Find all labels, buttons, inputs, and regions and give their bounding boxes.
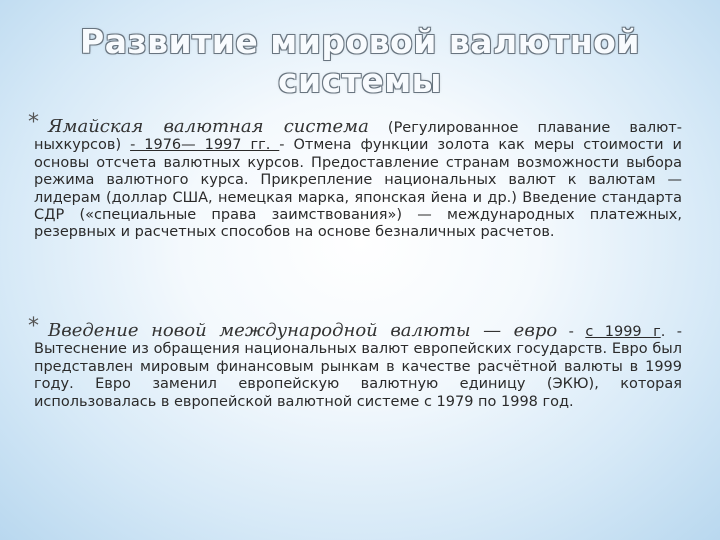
bullet-body: . - Вытеснение из обращения национальных валют европейских государств. Евро был представлен мировым финансовым рынкам в качестве расчётной валюты в 1999 году. Евро заменил европейскую валютную единицу (ЭКЮ), которая использовалась в европейской валютной системе с 1979 по 1998 год. [34,324,683,410]
bullet-lead-rest: (Регулированное плавание валют-ныхкурсов) [34,120,682,154]
bullet-euro [28,314,683,411]
bullet-body: - Отмена функции золота как меры стоимости и основы отсчета валютных курсов. Предоставление странам возможности выбора режима валютного курса. Прикрепление национальных валют к валютам — лидерам (доллар США, немецкая марка, японская йена и др.) Введение стандарта СДР («специальные права заимствования») — международных платежных, резервных и расчетных способов на основе безналичных расчетов. [34,137,682,241]
bullet-jamaican-system [28,110,682,242]
bullet-dates: с 1999 г [585,324,661,340]
bullet-lead: Ямайская валютная система [48,116,369,137]
bullet-star-icon: * [28,110,39,135]
bullet-star-icon: * [28,314,39,339]
bullet-dates: - 1976— 1997 гг. [130,137,280,154]
bullet-lead-rest: - [557,324,586,340]
bullet-lead: Введение новой международной валюты — евро [48,320,558,341]
slide-title: Развитие мировой валютной системы [80,22,640,100]
